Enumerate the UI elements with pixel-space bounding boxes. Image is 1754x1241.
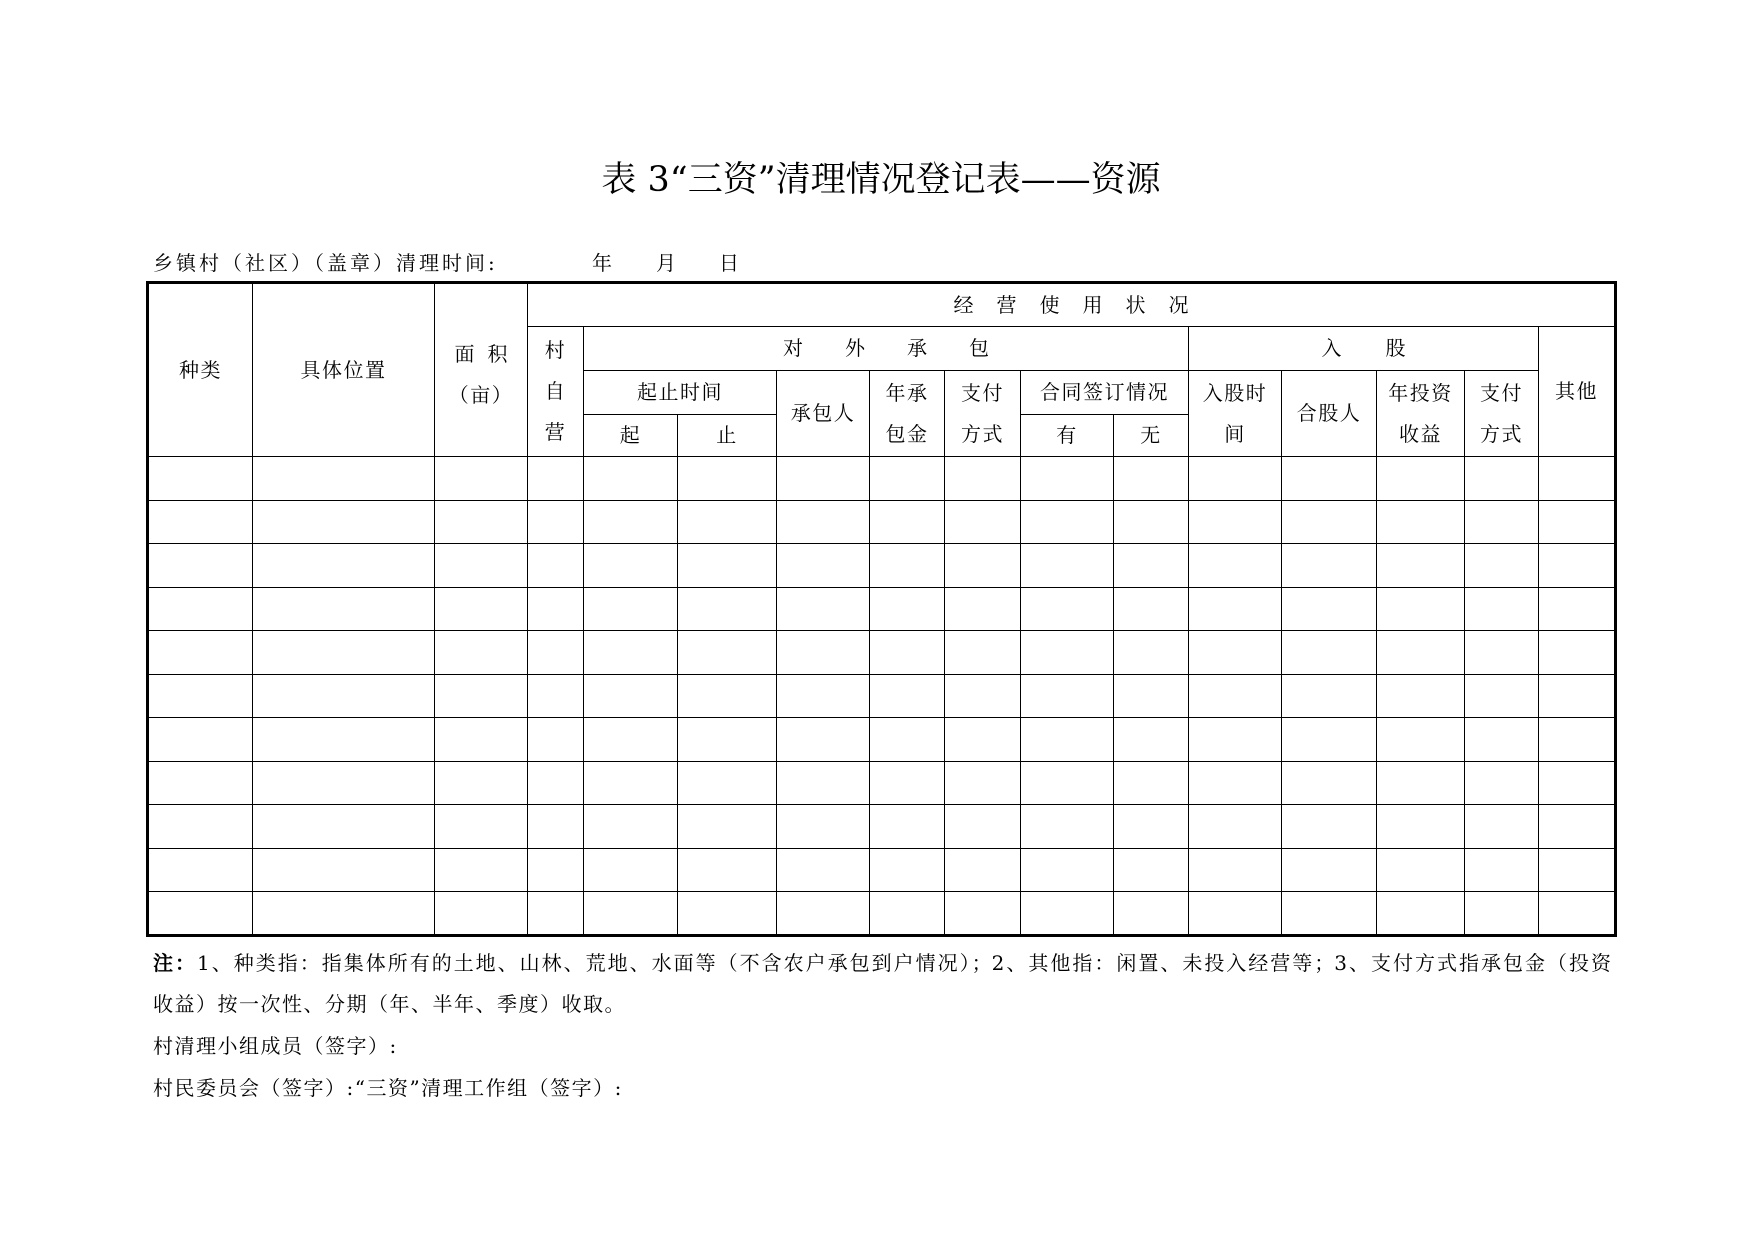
table-cell bbox=[870, 587, 945, 631]
header-usage-status: 经营使用状况 bbox=[528, 283, 1616, 327]
table-cell bbox=[1282, 805, 1377, 849]
table-cell bbox=[777, 805, 870, 849]
table-cell bbox=[678, 500, 777, 544]
table-cell bbox=[253, 674, 435, 718]
table-cell bbox=[1189, 544, 1282, 588]
table-cell bbox=[1021, 674, 1114, 718]
table-cell bbox=[584, 761, 678, 805]
table-cell bbox=[1189, 587, 1282, 631]
table-cell bbox=[945, 761, 1021, 805]
table-cell bbox=[678, 587, 777, 631]
table-cell bbox=[870, 848, 945, 892]
table-cell bbox=[1377, 761, 1465, 805]
table-cell bbox=[1465, 544, 1539, 588]
table-cell bbox=[148, 631, 253, 675]
table-row bbox=[148, 500, 1616, 544]
header-area bbox=[435, 283, 528, 457]
table-row bbox=[148, 587, 1616, 631]
table-cell bbox=[253, 500, 435, 544]
table-cell bbox=[1539, 892, 1616, 936]
header-annual-return-line: 年投资 bbox=[1388, 380, 1453, 405]
header-category: 种类 bbox=[148, 283, 253, 457]
table-cell bbox=[678, 544, 777, 588]
table-cell bbox=[584, 718, 678, 762]
table-cell bbox=[1377, 587, 1465, 631]
table-body bbox=[148, 457, 1616, 936]
table-cell bbox=[253, 761, 435, 805]
table-cell bbox=[1189, 761, 1282, 805]
table-cell bbox=[678, 892, 777, 936]
table-cell bbox=[528, 761, 584, 805]
table-cell bbox=[1539, 500, 1616, 544]
table-cell bbox=[1114, 457, 1189, 501]
table-cell bbox=[584, 500, 678, 544]
table-cell bbox=[1465, 718, 1539, 762]
table-cell bbox=[1114, 892, 1189, 936]
table-cell bbox=[1465, 457, 1539, 501]
table-cell bbox=[1539, 805, 1616, 849]
table-cell bbox=[148, 587, 253, 631]
table-cell bbox=[678, 761, 777, 805]
table-cell bbox=[1377, 805, 1465, 849]
table-cell bbox=[528, 631, 584, 675]
table-cell bbox=[435, 544, 528, 588]
table-cell bbox=[584, 805, 678, 849]
table-cell bbox=[528, 674, 584, 718]
table-cell bbox=[777, 500, 870, 544]
table-cell bbox=[1021, 805, 1114, 849]
table-cell bbox=[1114, 718, 1189, 762]
header-contractor: 承包人 bbox=[777, 371, 870, 457]
table-cell bbox=[777, 674, 870, 718]
table-cell bbox=[435, 587, 528, 631]
table-cell bbox=[148, 848, 253, 892]
table-cell bbox=[678, 848, 777, 892]
table-cell bbox=[1465, 674, 1539, 718]
table-cell bbox=[584, 544, 678, 588]
table-cell bbox=[870, 631, 945, 675]
note-text-1: 1、种类指：指集体所有的土地、山林、荒地、水面等（不含农户承包到户情况）；2、其他指：闲置、未投入经营等；3、支付方式指承包金（投资 bbox=[197, 951, 1611, 975]
table-cell bbox=[1465, 848, 1539, 892]
table-cell bbox=[1377, 457, 1465, 501]
table-cell bbox=[1189, 631, 1282, 675]
table-cell bbox=[945, 457, 1021, 501]
table-cell bbox=[435, 718, 528, 762]
table-cell bbox=[1377, 544, 1465, 588]
table-cell bbox=[584, 848, 678, 892]
table-cell bbox=[1282, 631, 1377, 675]
table-cell bbox=[678, 631, 777, 675]
table-cell bbox=[1282, 587, 1377, 631]
table-cell bbox=[870, 500, 945, 544]
table-cell bbox=[528, 805, 584, 849]
table-cell bbox=[1021, 631, 1114, 675]
table-cell bbox=[1114, 544, 1189, 588]
table-cell bbox=[1377, 892, 1465, 936]
header-annual-fee bbox=[870, 371, 945, 457]
table-cell bbox=[777, 892, 870, 936]
table-cell bbox=[945, 805, 1021, 849]
table-cell bbox=[777, 718, 870, 762]
village-team-signature-line: 村清理小组成员（签字）: bbox=[153, 1034, 398, 1058]
table-cell bbox=[148, 718, 253, 762]
table-cell bbox=[1377, 674, 1465, 718]
table-cell bbox=[528, 587, 584, 631]
header-annual-fee-line: 包金 bbox=[885, 421, 929, 446]
table-cell bbox=[777, 761, 870, 805]
date-month-label: 月 bbox=[656, 251, 676, 275]
note-line-1 bbox=[153, 951, 1611, 975]
header-external-contract: 对外承包 bbox=[584, 327, 1189, 371]
table-cell bbox=[584, 892, 678, 936]
table-cell bbox=[1021, 892, 1114, 936]
table-cell bbox=[678, 674, 777, 718]
table-cell bbox=[1465, 761, 1539, 805]
table-cell bbox=[1021, 587, 1114, 631]
table-cell bbox=[253, 587, 435, 631]
table-cell bbox=[528, 718, 584, 762]
header-payment-method-line: 方式 bbox=[1480, 421, 1523, 446]
header-location: 具体位置 bbox=[253, 283, 435, 457]
header-signed-yes: 有 bbox=[1021, 415, 1114, 457]
table-row bbox=[148, 718, 1616, 762]
header-row-1 bbox=[148, 283, 1616, 327]
table-cell bbox=[1282, 761, 1377, 805]
table-cell bbox=[528, 457, 584, 501]
table-cell bbox=[1189, 674, 1282, 718]
table-row bbox=[148, 848, 1616, 892]
header-partner: 合股人 bbox=[1282, 371, 1377, 457]
header-contract-period: 起止时间 bbox=[584, 371, 777, 415]
table-row bbox=[148, 544, 1616, 588]
table-cell bbox=[870, 718, 945, 762]
table-cell bbox=[253, 631, 435, 675]
committee-signature-line: 村民委员会（签字）:“三资”清理工作组（签字）: bbox=[153, 1076, 623, 1100]
table-header bbox=[148, 283, 1616, 457]
header-self-operated-line: 营 bbox=[544, 420, 567, 444]
table-cell bbox=[1114, 805, 1189, 849]
header-self-operated-line: 自 bbox=[544, 379, 567, 403]
table-cell bbox=[584, 587, 678, 631]
table-cell bbox=[870, 544, 945, 588]
table-cell bbox=[435, 457, 528, 501]
table-cell bbox=[253, 544, 435, 588]
table-cell bbox=[1539, 848, 1616, 892]
table-cell bbox=[148, 457, 253, 501]
table-cell bbox=[945, 544, 1021, 588]
table-cell bbox=[1465, 500, 1539, 544]
table-cell bbox=[435, 892, 528, 936]
table-cell bbox=[1282, 848, 1377, 892]
header-start: 起 bbox=[584, 415, 678, 457]
header-area-label: 面积 bbox=[454, 342, 521, 366]
header-annual-return bbox=[1377, 371, 1465, 457]
table-cell bbox=[148, 892, 253, 936]
table-cell bbox=[1282, 544, 1377, 588]
table-cell bbox=[777, 848, 870, 892]
table-cell bbox=[528, 500, 584, 544]
table-cell bbox=[1377, 718, 1465, 762]
header-equity-payment-method bbox=[1465, 371, 1539, 457]
table-cell bbox=[1114, 761, 1189, 805]
document-title: 表 3“三资”清理情况登记表——资源 bbox=[601, 160, 1161, 200]
table-cell bbox=[870, 761, 945, 805]
table-cell bbox=[870, 892, 945, 936]
registration-table bbox=[146, 281, 1617, 937]
table-cell bbox=[1282, 674, 1377, 718]
header-equity-time bbox=[1189, 371, 1282, 457]
table-row bbox=[148, 674, 1616, 718]
table-cell bbox=[777, 631, 870, 675]
table-cell bbox=[1021, 848, 1114, 892]
table-cell bbox=[1114, 848, 1189, 892]
table-cell bbox=[435, 500, 528, 544]
table-cell bbox=[1114, 587, 1189, 631]
table-cell bbox=[1189, 457, 1282, 501]
header-payment-method-line: 方式 bbox=[961, 421, 1004, 446]
table-cell bbox=[584, 457, 678, 501]
header-signed-no: 无 bbox=[1114, 415, 1189, 457]
table-cell bbox=[528, 544, 584, 588]
table-cell bbox=[870, 674, 945, 718]
header-other: 其他 bbox=[1539, 327, 1616, 457]
table-cell bbox=[945, 674, 1021, 718]
header-self-operated-line: 村 bbox=[544, 338, 567, 362]
table-cell bbox=[777, 587, 870, 631]
table-cell bbox=[945, 848, 1021, 892]
header-equity: 入股 bbox=[1189, 327, 1539, 371]
note-line-2: 收益）按一次性、分期（年、半年、季度）收取。 bbox=[153, 992, 626, 1016]
table-cell bbox=[1114, 674, 1189, 718]
table-cell bbox=[253, 848, 435, 892]
header-contract-payment-method bbox=[945, 371, 1021, 457]
table-cell bbox=[148, 544, 253, 588]
table-cell bbox=[1114, 500, 1189, 544]
header-area-unit: （亩） bbox=[448, 383, 514, 407]
table-cell bbox=[1282, 892, 1377, 936]
header-annual-fee-line: 年承 bbox=[885, 380, 929, 405]
table-cell bbox=[1282, 500, 1377, 544]
table-cell bbox=[1539, 631, 1616, 675]
table-cell bbox=[148, 805, 253, 849]
table-cell bbox=[1539, 587, 1616, 631]
table-cell bbox=[253, 892, 435, 936]
table-cell bbox=[1189, 848, 1282, 892]
table-cell bbox=[253, 457, 435, 501]
table-cell bbox=[148, 674, 253, 718]
note-label: 注： bbox=[153, 951, 197, 975]
table-cell bbox=[1282, 457, 1377, 501]
table-row bbox=[148, 457, 1616, 501]
table-cell bbox=[1377, 848, 1465, 892]
table-cell bbox=[1021, 500, 1114, 544]
table-cell bbox=[1465, 587, 1539, 631]
table-row bbox=[148, 631, 1616, 675]
header-payment-method-line: 支付 bbox=[1480, 380, 1523, 405]
table-cell bbox=[528, 892, 584, 936]
table-cell bbox=[1539, 457, 1616, 501]
table-cell bbox=[1114, 631, 1189, 675]
header-self-operated bbox=[528, 327, 584, 457]
table-cell bbox=[584, 631, 678, 675]
header-payment-method-line: 支付 bbox=[961, 380, 1004, 405]
table-row bbox=[148, 805, 1616, 849]
table-cell bbox=[1021, 457, 1114, 501]
header-equity-time-line: 入股时 bbox=[1202, 380, 1268, 405]
table-cell bbox=[777, 457, 870, 501]
table-cell bbox=[678, 457, 777, 501]
table-cell bbox=[1539, 674, 1616, 718]
table-cell bbox=[435, 761, 528, 805]
table-cell bbox=[870, 457, 945, 501]
table-cell bbox=[584, 674, 678, 718]
table-cell bbox=[945, 892, 1021, 936]
table-cell bbox=[1539, 544, 1616, 588]
table-cell bbox=[1189, 718, 1282, 762]
table-cell bbox=[1189, 892, 1282, 936]
table-cell bbox=[253, 805, 435, 849]
table-cell bbox=[1189, 805, 1282, 849]
table-cell bbox=[435, 805, 528, 849]
table-row bbox=[148, 892, 1616, 936]
table-cell bbox=[148, 500, 253, 544]
table-cell bbox=[1377, 500, 1465, 544]
table-cell bbox=[945, 587, 1021, 631]
header-equity-time-line: 间 bbox=[1224, 421, 1246, 446]
table-cell bbox=[253, 718, 435, 762]
table-cell bbox=[678, 805, 777, 849]
table-row bbox=[148, 761, 1616, 805]
date-day-label: 日 bbox=[719, 251, 739, 275]
table-cell bbox=[777, 544, 870, 588]
table-cell bbox=[945, 500, 1021, 544]
table-cell bbox=[1465, 892, 1539, 936]
header-contract-signing: 合同签订情况 bbox=[1021, 371, 1189, 415]
table-cell bbox=[1021, 544, 1114, 588]
table-cell bbox=[435, 848, 528, 892]
date-year-label: 年 bbox=[592, 251, 612, 275]
table-cell bbox=[1539, 718, 1616, 762]
table-cell bbox=[1377, 631, 1465, 675]
table-cell bbox=[435, 674, 528, 718]
header-annual-return-line: 收益 bbox=[1399, 421, 1442, 446]
table-cell bbox=[678, 718, 777, 762]
table-cell bbox=[1465, 805, 1539, 849]
table-cell bbox=[945, 718, 1021, 762]
table-cell bbox=[1189, 500, 1282, 544]
header-end: 止 bbox=[678, 415, 777, 457]
table-cell bbox=[528, 848, 584, 892]
table-cell bbox=[1021, 718, 1114, 762]
table-cell bbox=[148, 761, 253, 805]
org-stamp-line: 乡镇村（社区）（盖章）清理时间: bbox=[153, 251, 498, 275]
table-cell bbox=[870, 805, 945, 849]
table-cell bbox=[945, 631, 1021, 675]
table-cell bbox=[1021, 761, 1114, 805]
table-cell bbox=[1539, 761, 1616, 805]
table-cell bbox=[435, 631, 528, 675]
table-cell bbox=[1282, 718, 1377, 762]
table-cell bbox=[1465, 631, 1539, 675]
